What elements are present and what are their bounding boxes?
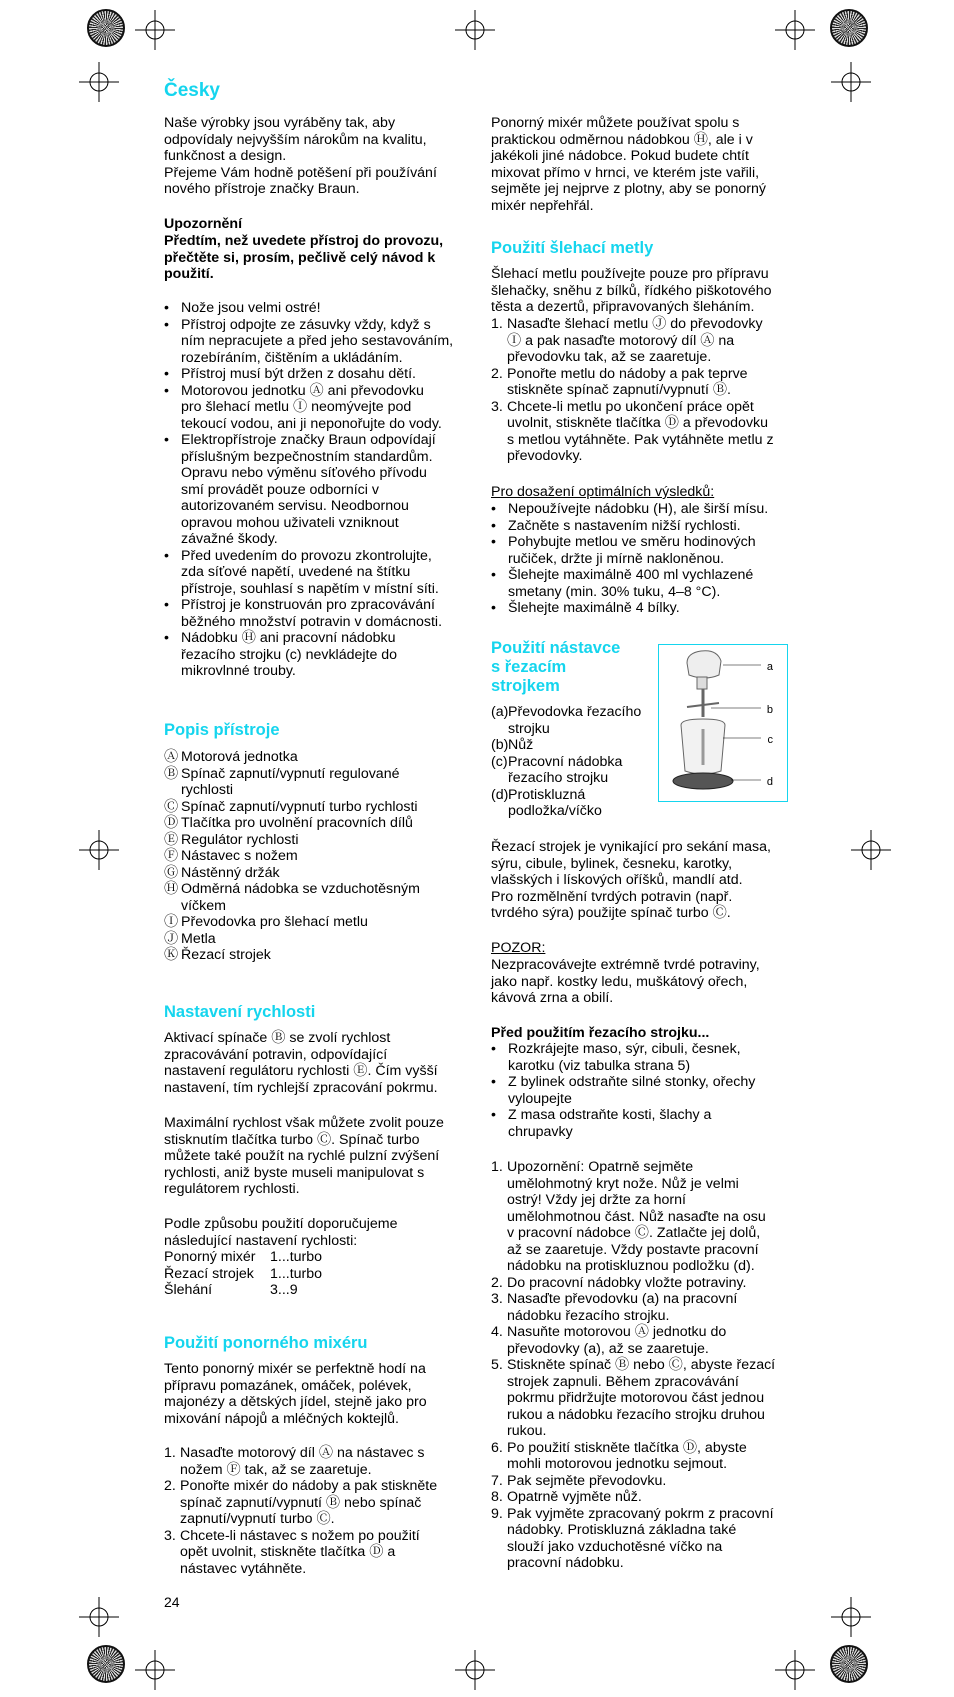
speed-value: 1...turbo <box>270 1265 323 1282</box>
part-item <box>164 881 464 914</box>
rezaci-step-text: Pak vyjměte zpracovaný pokrm z pracovní nádobky. Protiskluzná základna také slouží jako vzduchotěsné víčko na pracovní nádobku. <box>507 1505 774 1571</box>
registration-rosette-bottom-left <box>87 1645 125 1683</box>
part-item-key: Ⓑ <box>164 765 179 782</box>
pred-item: • Z masa odstraňte kosti, šlachy a chrupavky <box>491 1107 791 1140</box>
part-item-key: Ⓖ <box>164 864 179 881</box>
rezaci-part-item <box>491 737 656 754</box>
rezaci-step-number: 6. <box>491 1439 503 1456</box>
rezaci-part-item-key: (c) <box>491 753 508 770</box>
metla-step <box>491 399 791 465</box>
speed-paragraph-2: Maximální rychlost však můžete zvolit pouze stisknutím tlačítka turbo Ⓒ. Spínač turbo můžete také použít na rychlé pulzní zvýšení rychlosti, aniž byste museli manipulovat s regulátorem rychlosti. <box>164 1115 444 1197</box>
rezaci-part-item-key: (a) <box>491 704 509 720</box>
rezaci-step-text: Nasaďte převodovku (a) na pracovní nádobku řezacího strojku. <box>507 1291 738 1324</box>
parts-list <box>164 749 464 964</box>
safety-item: • Motorovou jednotku Ⓐ ani převodovku pro šlehací metlu Ⓘ neomývejte pod tekoucí vodou, ani ji neponořujte do vody. <box>164 383 464 433</box>
rezaci-step-text: Nasuňte motorovou Ⓐ jednotku do převodovky (a), až se zaaretuje. <box>507 1324 727 1357</box>
speed-row <box>164 1249 464 1266</box>
part-item-key: Ⓕ <box>164 848 179 864</box>
optimal-item: • Začněte s nastavením nižší rychlosti. <box>491 518 791 535</box>
rezaci-step <box>491 1324 791 1357</box>
ponorny-paragraph-1: Tento ponorný mixér se perfektně hodí na přípravu pomazánek, omáček, polévek, majonézy a dětských jídel, stejně jako pro mixování nápojů a mléčných koktejlů. <box>164 1361 427 1427</box>
metla-step-text: Nasaďte šlehací metlu Ⓙ do převodovky Ⓘ a pak nasaďte motorový díl Ⓐ na převodovku tak, až se zaaretuje. <box>507 316 763 365</box>
rezaci-step-number: 4. <box>491 1324 503 1340</box>
part-item-key: Ⓐ <box>164 749 179 765</box>
part-item-key: Ⓙ <box>164 930 179 947</box>
part-item-key: Ⓓ <box>164 815 179 831</box>
crosshair-icon <box>455 1650 495 1690</box>
registration-rosette-top-right <box>830 9 868 47</box>
rezaci-step <box>491 1291 791 1324</box>
optimal-item: • Šlehejte maximálně 400 ml vychlazené smetany (min. 30% tuku, 4–8 °C). <box>491 567 791 600</box>
part-item-text: Převodovka pro šlehací metlu <box>181 914 368 930</box>
part-item-key: Ⓔ <box>164 831 179 848</box>
metla-step <box>491 316 791 366</box>
crosshair-icon <box>775 10 815 50</box>
part-item-key: Ⓗ <box>164 881 179 897</box>
optimal-title: Pro dosažení optimálních výsledků: <box>491 484 715 500</box>
rezaci-steps <box>491 1159 791 1572</box>
ponorny-step-text: Ponořte mixér do nádoby a pak stiskněte spínač zapnutí/vypnutí Ⓑ nebo spínač zapnutí/vypnutí turbo Ⓒ. <box>180 1478 438 1527</box>
crosshair-icon <box>79 1597 119 1637</box>
rezaci-step-number: 7. <box>491 1472 503 1489</box>
page-number: 24 <box>164 1594 180 1610</box>
part-item-key: Ⓒ <box>164 798 179 815</box>
crosshair-icon <box>79 830 119 870</box>
optimal-item: • Pohybujte metlou ve směru hodinových ručiček, držte ji mírně nakloněnou. <box>491 534 791 567</box>
safety-item: • Před uvedením do provozu zkontrolujte, zda síťové napětí, uvedené na štítku přístroje, souhlasí s napětím v místní síti. <box>164 548 464 598</box>
speed-paragraph-1: Aktivací spínače Ⓑ se zvolí rychlost zpracovávání potravin, odpovídající nastavení regulátoru rychlosti Ⓔ. Čím vyšší nastavení, tím rychlejší zpracování pokrmu. <box>164 1030 438 1096</box>
optimal-item: • Šlehejte maximálně 4 bílky. <box>491 600 791 617</box>
optimal-item: • Nepoužívejte nádobku (H), ale širší mísu. <box>491 501 791 518</box>
rezaci-step <box>491 1473 791 1490</box>
rezaci-step <box>491 1357 791 1440</box>
part-item-text: Řezací strojek <box>181 947 271 963</box>
rezaci-part-item-key: (b) <box>491 737 509 753</box>
pozor-title: POZOR: <box>491 940 546 956</box>
part-item-text: Odměrná nádobka se vzduchotěsným víčkem <box>181 881 420 914</box>
figure-label-a: a <box>766 661 773 673</box>
speed-mode: Šlehání <box>164 1282 213 1298</box>
part-item <box>164 914 464 931</box>
safety-list <box>164 300 464 680</box>
speed-mode: Řezací strojek <box>164 1265 254 1282</box>
part-item <box>164 931 464 948</box>
part-item-text: Metla <box>181 930 216 947</box>
safety-item: • Elektropřístroje značky Braun odpovídají příslušným bezpečnostním standardům. Opravu nebo výměnu síťového přívodu smí provádět pouze odborníci v autorizovaném servisu. Neodbornou opravou mohou uživateli vzniknout závažné škody. <box>164 432 464 548</box>
safety-item: • Přístroj odpojte ze zásuvky vždy, když s ním nepracujete a před jeho sestavováním, rozebíráním, čištěním a ukládáním. <box>164 317 464 367</box>
rezaci-part-item-text: Převodovka řezacího strojku <box>508 704 642 737</box>
registration-rosette-bottom-right <box>830 1645 868 1683</box>
part-item-key: Ⓚ <box>164 947 179 963</box>
part-item-text: Spínač zapnutí/vypnutí turbo rychlosti <box>181 798 418 815</box>
rezaci-step-number: 2. <box>491 1274 503 1291</box>
figure-label-b: b <box>766 704 773 716</box>
crosshair-icon <box>831 1597 871 1637</box>
heading-rychlosti: Nastavení rychlosti <box>164 1003 316 1021</box>
part-item <box>164 766 464 799</box>
figure-label-d: d <box>766 776 773 788</box>
ponorny-step-text: Chcete-li nástavec s nožem po použití opět uvolnit, stiskněte tlačítka Ⓓ a nástavec vytáhněte. <box>180 1527 420 1577</box>
part-item-text: Tlačítka pro uvolnění pracovních dílů <box>181 815 413 831</box>
metla-step-number: 2. <box>491 365 503 382</box>
crosshair-icon <box>775 1650 815 1690</box>
rezaci-step-number: 5. <box>491 1357 503 1373</box>
safety-item: • Nože jsou velmi ostré! <box>164 300 464 317</box>
part-item-text: Nástavec s nožem <box>181 848 298 864</box>
part-item <box>164 848 464 865</box>
heading-ponorny: Použití ponorného mixéru <box>164 1334 368 1352</box>
ponorny-step-number: 1. <box>164 1445 176 1461</box>
crosshair-icon <box>851 830 891 870</box>
crosshair-icon <box>831 62 871 102</box>
figure-label-c: c <box>767 734 773 746</box>
intro-text: Naše výrobky jsou vyráběny tak, aby odpovídaly nejvyšším nárokům na kvalitu, funkčnost a design. Přejeme Vám hodně potěšení při používání nového přístroje značky Braun. <box>164 115 437 197</box>
ponorny-steps <box>164 1445 464 1577</box>
rezaci-step-text: Po použití stiskněte tlačítka Ⓓ, abyste mohli motorovou jednotku sejmout. <box>507 1439 747 1472</box>
rezaci-step-number: 1. <box>491 1159 503 1175</box>
crosshair-icon <box>455 10 495 50</box>
metla-step-text: Ponořte metlu do nádoby a pak teprve stiskněte spínač zapnutí/vypnutí Ⓑ. <box>507 365 748 398</box>
rezaci-step-text: Pak sejměte převodovku. <box>507 1472 667 1489</box>
heading-metla: Použití šlehací metly <box>491 239 654 257</box>
heading-popis: Popis přístroje <box>164 721 280 739</box>
part-item <box>164 832 464 849</box>
rezaci-step <box>491 1275 791 1292</box>
safety-item: • Nádobku Ⓗ ani pracovní nádobku řezacího strojku (c) nevkládejte do mikrovlnné trouby. <box>164 630 464 680</box>
rezaci-step-number: 3. <box>491 1291 503 1307</box>
speed-mode: Ponorný mixér <box>164 1249 256 1265</box>
ponorny-step-number: 2. <box>164 1478 176 1494</box>
rezaci-step-number: 9. <box>491 1505 503 1522</box>
safety-item: • Přístroj musí být držen z dosahu dětí. <box>164 366 464 383</box>
rezaci-step <box>491 1440 791 1473</box>
rezaci-step-number: 8. <box>491 1489 503 1505</box>
part-item-text: Motorová jednotka <box>181 749 298 765</box>
ponorny-step <box>164 1528 464 1578</box>
metla-step-text: Chcete-li metlu po ukončení práce opět uvolnit, stiskněte tlačítka Ⓓ a převodovku s metlou vytáhněte. Pak vytáhněte metlu z převodovky. <box>507 398 774 464</box>
rezaci-step-text: Opatrně vyjměte nůž. <box>507 1489 642 1505</box>
rezaci-step-text: Stiskněte spínač Ⓑ nebo Ⓒ, abyste řezací strojek zapnuli. Během zpracovávání pokrmu přidržujte motorovou část jednou rukou a nádobku řezacího strojku druhou rukou. <box>507 1357 776 1439</box>
rezaci-part-item-text: Nůž <box>508 737 534 753</box>
part-item <box>164 799 464 816</box>
rezaci-paragraph-1: Řezací strojek je vynikající pro sekání masa, sýru, cibule, bylinek, česneku, karotky, vlašských i lískových oříšků, mandlí atd. Pro rozmělnění tvrdých potravin (např. tvrdého sýra) použijte spínač turbo Ⓒ. <box>491 839 771 921</box>
speed-row <box>164 1266 464 1283</box>
rezaci-part-item-text: Protiskluzná podložka/víčko <box>508 786 602 819</box>
registration-rosette-top-left <box>87 9 125 47</box>
warning-title: Upozornění <box>164 216 243 232</box>
speed-table <box>164 1249 464 1299</box>
safety-item: • Přístroj je konstruován pro zpracovávání běžného množství potravin v domácnosti. <box>164 597 464 630</box>
pozor-text: Nezpracovávejte extrémně tvrdé potraviny, jako např. kostky ledu, muškátový ořech, kávová zrna a obilí. <box>491 957 760 1006</box>
crosshair-icon <box>79 62 119 102</box>
warning-text: Předtím, než uvedete přístroj do provozu, přečtěte si, prosím, pečlivě celý návod k použití. <box>164 233 444 282</box>
pred-list <box>491 1041 791 1140</box>
crosshair-icon <box>135 1650 175 1690</box>
crosshair-icon <box>135 10 175 50</box>
part-item-text: Spínač zapnutí/vypnutí regulované rychlosti <box>181 765 400 798</box>
rezaci-step-text: Upozornění: Opatrně sejměte umělohmotný kryt nože. Nůž je velmi ostrý! Vždy jej držte za horní umělohmotnou část. Nůž nasaďte na osu v pracovní nádobce Ⓒ. Zatlačte jej dolů, až se zaaretuje. Vždy postavte pracovní nádobku na protiskluznou podložku (d). <box>507 1159 766 1274</box>
optimal-list <box>491 501 791 617</box>
pred-item: • Z bylinek odstraňte silné stonky, ořechy vyloupejte <box>491 1074 791 1107</box>
rezaci-part-item-key: (d) <box>491 786 509 803</box>
ponorny-step <box>164 1478 464 1528</box>
speed-row <box>164 1282 464 1299</box>
ponorny-step-text: Nasaďte motorový díl Ⓐ na nástavec s nožem Ⓕ tak, až se zaaretuje. <box>180 1445 425 1478</box>
rezaci-step <box>491 1159 791 1275</box>
part-item <box>164 947 464 964</box>
ponorny-step-number: 3. <box>164 1527 176 1544</box>
rezaci-part-item <box>491 704 656 737</box>
part-item <box>164 749 464 766</box>
part-item <box>164 865 464 882</box>
part-item-text: Nástěnný držák <box>181 864 280 881</box>
metla-step-number: 3. <box>491 398 503 415</box>
pred-item: • Rozkrájejte maso, sýr, cibuli, česnek, karotku (viz tabulka strana 5) <box>491 1041 791 1074</box>
rezaci-step <box>491 1489 791 1506</box>
ponorny-step <box>164 1445 464 1478</box>
rezaci-step-text: Do pracovní nádobky vložte potraviny. <box>507 1274 747 1291</box>
ponorny-paragraph-2: Ponorný mixér můžete používat spolu s praktickou odměrnou nádobkou Ⓗ, ale i v jakékoli jiné nádobce. Pokud budete chtít mixovat přímo v hrnci, ve kterém jste vařili, sejměte jej nejprve z plotny, aby se ponorný mixér nepřehřál. <box>491 115 766 214</box>
metla-steps <box>491 316 791 465</box>
metla-step <box>491 366 791 399</box>
rezaci-part-item-text: Pracovní nádobka řezacího strojku <box>508 753 623 786</box>
rezaci-part-item <box>491 787 656 820</box>
part-item <box>164 815 464 832</box>
rezaci-step <box>491 1506 791 1572</box>
rezaci-parts-list <box>491 704 656 820</box>
speed-value: 3...9 <box>270 1282 298 1298</box>
heading-rezaci: Použití nástavce s řezacím strojkem <box>491 639 621 695</box>
metla-step-number: 1. <box>491 316 503 332</box>
heading-cesky: Česky <box>164 80 220 101</box>
part-item-key: Ⓘ <box>164 914 179 930</box>
pred-title: Před použitím řezacího strojku... <box>491 1025 710 1041</box>
part-item-text: Regulátor rychlosti <box>181 831 299 848</box>
metla-paragraph-1: Šlehací metlu používejte pouze pro přípravu šlehačky, sněhu z bílků, řídkého piškotového těsta a dezertů, připravovaných šleháním. <box>491 266 772 315</box>
speed-paragraph-3: Podle způsobu použití doporučujeme následující nastavení rychlosti: <box>164 1216 398 1249</box>
chopper-illustration <box>658 644 788 802</box>
rezaci-part-item <box>491 754 656 787</box>
speed-value: 1...turbo <box>270 1249 323 1265</box>
